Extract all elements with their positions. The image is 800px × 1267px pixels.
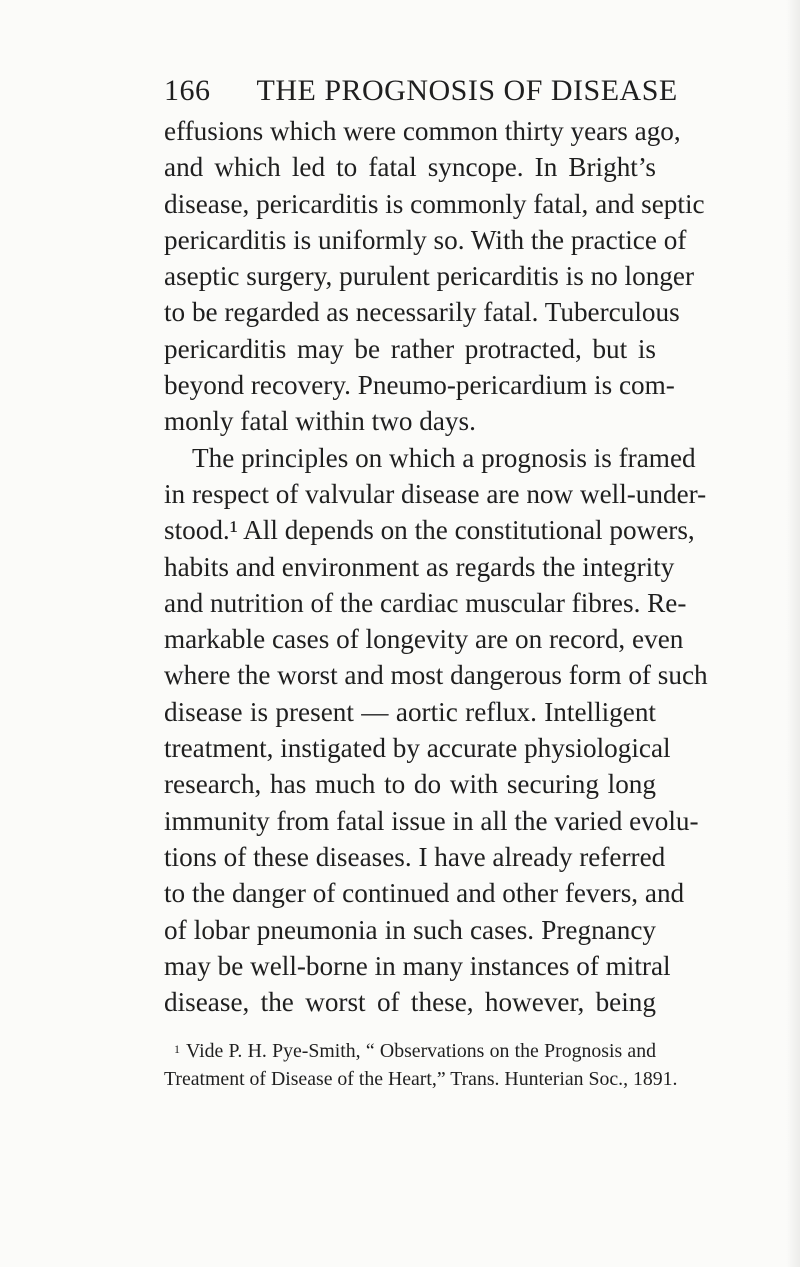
body-line: The principles on which a prognosis is framed xyxy=(192,442,696,473)
footnote-line xyxy=(164,1037,656,1065)
body-line: markable cases of longevity are on record, even xyxy=(164,624,684,655)
page-number: 166 xyxy=(164,74,211,107)
body-line: where the worst and most dangerous form of such xyxy=(164,660,708,691)
body-line: immunity from fatal issue in all the varied evolu- xyxy=(164,805,699,836)
body-text xyxy=(164,113,708,1020)
body-line: monly fatal within two days. xyxy=(164,406,476,437)
body-line: stood.¹ All depends on the constitutional powers, xyxy=(164,515,695,546)
body-line: in respect of valvular disease are now well-under- xyxy=(164,478,707,509)
footnote-text: Vide P. H. Pye-Smith, “ Observations on the Prognosis and xyxy=(186,1040,656,1062)
body-line: may be well-borne in many instances of mitral xyxy=(164,950,671,981)
body-line: pericarditis is uniformly so. With the practice of xyxy=(164,224,687,255)
footnote xyxy=(164,1037,678,1093)
body-line: research, has much to do with securing long xyxy=(164,769,656,800)
body-line: to the danger of continued and other fevers, and xyxy=(164,878,685,909)
body-line: pericarditis may be rather protracted, but is xyxy=(164,333,656,364)
body-line: and nutrition of the cardiac muscular fibres. Re- xyxy=(164,587,687,618)
body-line: to be regarded as necessarily fatal. Tuberculous xyxy=(164,297,680,328)
body-line: beyond recovery. Pneumo-pericardium is com- xyxy=(164,370,675,401)
body-line: of lobar pneumonia in such cases. Pregnancy xyxy=(164,914,656,945)
body-line: and which led to fatal syncope. In Bright’s xyxy=(164,152,656,183)
running-header xyxy=(164,74,678,114)
body-line: disease, pericarditis is commonly fatal, and septic xyxy=(164,188,705,219)
body-line: treatment, instigated by accurate physiological xyxy=(164,733,671,764)
body-line: disease is present — aortic reflux. Intelligent xyxy=(164,696,656,727)
page-edge-shadow xyxy=(786,0,800,1267)
body-line: tions of these diseases. I have already referred xyxy=(164,841,666,872)
footnote-line: Treatment of Disease of the Heart,” Trans. Hunterian Soc., 1891. xyxy=(164,1068,678,1090)
footnote-marker: 1 xyxy=(174,1042,180,1056)
body-line: aseptic surgery, purulent pericarditis is no longer xyxy=(164,261,695,292)
running-title: THE PROGNOSIS OF DISEASE xyxy=(256,74,678,107)
body-line: effusions which were common thirty years ago, xyxy=(164,116,681,146)
body-line: disease, the worst of these, however, being xyxy=(164,987,656,1018)
body-line: habits and environment as regards the integrity xyxy=(164,551,675,582)
